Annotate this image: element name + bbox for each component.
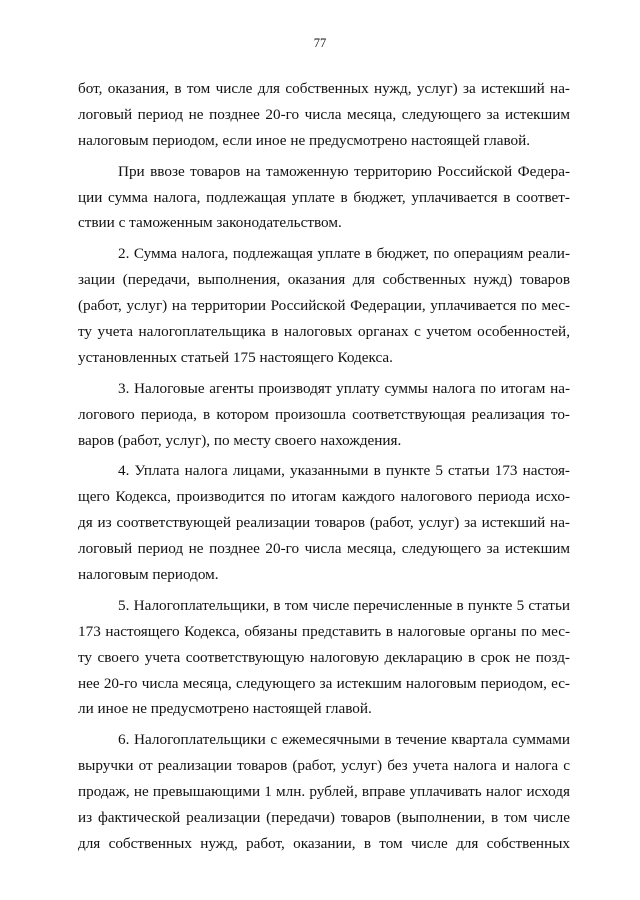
text-line: логовый период не позднее 20-го числа месяца, следующего за истекшим xyxy=(78,540,570,558)
paragraph-import-vat xyxy=(78,159,570,237)
paragraph-item-6 xyxy=(78,727,570,856)
document-body xyxy=(78,76,570,862)
text-line: ствии с таможенным законодательством. xyxy=(78,214,342,232)
text-line: 6. Налогоплательщики с ежемесячными в течение квартала суммами xyxy=(118,731,570,749)
text-line: 2. Сумма налога, подлежащая уплате в бюджет, по операциям реали- xyxy=(118,245,570,263)
paragraph-item-4 xyxy=(78,458,570,587)
text-line: 173 настоящего Кодекса, обязаны представить в налоговые органы по мес- xyxy=(78,622,570,640)
text-line: 4. Уплата налога лицами, указанными в пункте 5 статьи 173 настоя- xyxy=(118,462,570,480)
text-line: При ввозе товаров на таможенную территорию Российской Федера- xyxy=(118,162,570,180)
text-line: установленных статьей 175 настоящего Кодекса. xyxy=(78,348,393,366)
text-line: ции сумма налога, подлежащая уплате в бюджет, уплачивается в соответ- xyxy=(78,188,570,206)
text-line: 5. Налогоплательщики, в том числе перечисленные в пункте 5 статьи xyxy=(118,596,570,614)
text-line: налоговым периодом. xyxy=(78,566,219,584)
text-line: бот, оказания, в том числе для собственных нужд, услуг) за истекший на- xyxy=(78,80,570,97)
text-line: выручки от реализации товаров (работ, услуг) без учета налога и налога с xyxy=(78,757,570,775)
text-line: нее 20-го числа месяца, следующего за истекшим налоговым периодом, ес- xyxy=(78,674,570,692)
text-line: продаж, не превышающими 1 млн. рублей, вправе уплачивать налог исходя xyxy=(78,783,570,801)
text-line: ту своего учета соответствующую налоговую декларацию в срок не позд- xyxy=(78,648,570,666)
text-line: варов (работ, услуг), по месту своего нахождения. xyxy=(78,431,402,449)
text-line: ту учета налогоплательщика в налоговых органах с учетом особенностей, xyxy=(78,323,570,341)
paragraph-item-2 xyxy=(78,241,570,370)
text-line: 3. Налоговые агенты производят уплату суммы налога по итогам на- xyxy=(118,379,570,397)
text-line: зации (передачи, выполнения, оказания для собственных нужд) товаров xyxy=(78,271,570,289)
text-line: налоговым периодом, если иное не предусмотрено настоящей главой. xyxy=(78,131,531,149)
paragraph-item-5 xyxy=(78,593,570,722)
text-line: из фактической реализации (передачи) товаров (выполнении, в том числе xyxy=(78,809,570,827)
paragraph-item-3 xyxy=(78,376,570,454)
text-line: логового периода, в котором произошла соответствующая реализация то- xyxy=(78,405,570,423)
page-number: 77 xyxy=(313,36,327,50)
text-line: для собственных нужд, работ, оказании, в том числе для собственных xyxy=(78,834,570,852)
text-line: щего Кодекса, производится по итогам каждого налогового периода исхо- xyxy=(78,488,570,506)
text-line: логовый период не позднее 20-го числа месяца, следующего за истекшим xyxy=(78,105,570,123)
text-line: ли иное не предусмотрено настоящей главой. xyxy=(78,700,372,718)
paragraph-continuation xyxy=(78,76,570,154)
text-line: дя из соответствующей реализации товаров (работ, услуг) за истекший на- xyxy=(78,514,570,532)
text-line: (работ, услуг) на территории Российской Федерации, уплачивается по мес- xyxy=(78,297,570,315)
